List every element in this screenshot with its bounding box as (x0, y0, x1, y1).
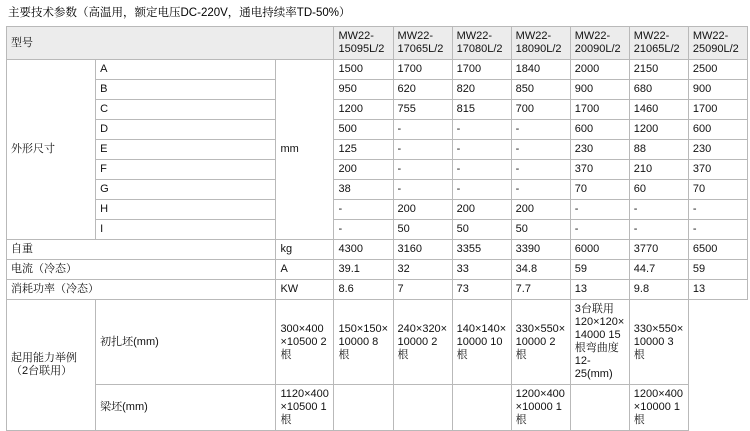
cell-g-6: 70 (688, 180, 747, 200)
cell-c-6: 1700 (688, 100, 747, 120)
cell-billet-6: 330×550×10000 3根 (629, 300, 688, 385)
cell-billet-0: 300×400×10500 2根 (276, 300, 334, 385)
cell-power-0: 8.6 (334, 280, 393, 300)
cell-weight-6: 6500 (688, 240, 747, 260)
row-sub-h: H (96, 200, 276, 220)
cell-b-2: 820 (452, 80, 511, 100)
cell-g-4: 70 (570, 180, 629, 200)
cell-beam-2 (393, 385, 452, 431)
header-model-1: MW22-17065L/2 (393, 27, 452, 60)
row-label-weight: 自重 (7, 240, 276, 260)
cell-billet-2: 240×320×10000 2根 (393, 300, 452, 385)
row-sub-a: A (96, 60, 276, 80)
cell-h-1: 200 (393, 200, 452, 220)
row-unit-current: A (276, 260, 334, 280)
row-unit-power: KW (276, 280, 334, 300)
cell-current-1: 32 (393, 260, 452, 280)
cell-power-6: 13 (688, 280, 747, 300)
row-sub-i: I (96, 220, 276, 240)
cell-weight-4: 6000 (570, 240, 629, 260)
cell-b-6: 900 (688, 80, 747, 100)
cell-b-5: 680 (629, 80, 688, 100)
cell-h-0: - (334, 200, 393, 220)
cell-beam-4: 1200×400×10000 1根 (511, 385, 570, 431)
table-row (7, 280, 748, 300)
header-model-0: MW22-15095L/2 (334, 27, 393, 60)
cell-c-0: 1200 (334, 100, 393, 120)
cell-current-0: 39.1 (334, 260, 393, 280)
cell-beam-5 (570, 385, 629, 431)
cell-billet-5: 3台联用120×120×14000 15根弯曲度12-25(mm) (570, 300, 629, 385)
table-row (7, 100, 748, 120)
cell-e-2: - (452, 140, 511, 160)
cell-e-6: 230 (688, 140, 747, 160)
cell-b-4: 900 (570, 80, 629, 100)
cell-h-6: - (688, 200, 747, 220)
cell-h-5: - (629, 200, 688, 220)
header-model-6: MW22-25090L/2 (688, 27, 747, 60)
cell-i-5: - (629, 220, 688, 240)
table-row (7, 200, 748, 220)
cell-d-2: - (452, 120, 511, 140)
table-row (7, 300, 748, 385)
cell-power-3: 7.7 (511, 280, 570, 300)
cell-f-0: 200 (334, 160, 393, 180)
cell-beam-0: 1120×400×10500 1根 (276, 385, 334, 431)
cell-f-2: - (452, 160, 511, 180)
row-sub-b: B (96, 80, 276, 100)
cell-e-4: 230 (570, 140, 629, 160)
cell-i-2: 50 (452, 220, 511, 240)
cell-i-1: 50 (393, 220, 452, 240)
cell-c-3: 700 (511, 100, 570, 120)
table-row (7, 180, 748, 200)
header-model-3: MW22-18090L/2 (511, 27, 570, 60)
row-sub-billet: 初扎坯(mm) (96, 300, 276, 385)
cell-beam-6: 1200×400×10000 1根 (629, 385, 688, 431)
cell-e-1: - (393, 140, 452, 160)
cell-power-5: 9.8 (629, 280, 688, 300)
row-sub-c: C (96, 100, 276, 120)
cell-billet-4: 330×550×10000 2根 (511, 300, 570, 385)
cell-g-1: - (393, 180, 452, 200)
table-row (7, 140, 748, 160)
cell-d-1: - (393, 120, 452, 140)
cell-a-6: 2500 (688, 60, 747, 80)
cell-d-3: - (511, 120, 570, 140)
cell-beam-1 (334, 385, 393, 431)
cell-beam-3 (452, 385, 511, 431)
specifications-table (6, 26, 748, 431)
header-model-2: MW22-17080L/2 (452, 27, 511, 60)
cell-current-4: 59 (570, 260, 629, 280)
group-label-lifting: 起用能力举例（2台联用） (7, 300, 96, 431)
header-model-label: 型号 (7, 27, 334, 60)
cell-d-4: 600 (570, 120, 629, 140)
table-row (7, 240, 748, 260)
cell-current-2: 33 (452, 260, 511, 280)
cell-f-6: 370 (688, 160, 747, 180)
row-label-power: 消耗功率（冷态） (7, 280, 276, 300)
table-row (7, 160, 748, 180)
cell-b-3: 850 (511, 80, 570, 100)
cell-e-0: 125 (334, 140, 393, 160)
cell-i-4: - (570, 220, 629, 240)
cell-c-5: 1460 (629, 100, 688, 120)
cell-d-5: 1200 (629, 120, 688, 140)
cell-g-3: - (511, 180, 570, 200)
cell-e-5: 88 (629, 140, 688, 160)
cell-f-5: 210 (629, 160, 688, 180)
page-title: 主要技术参数（高温用，额定电压DC-220V，通电持续率TD-50%） (8, 7, 351, 19)
row-label-current: 电流（冷态） (7, 260, 276, 280)
cell-g-2: - (452, 180, 511, 200)
cell-i-6: - (688, 220, 747, 240)
cell-f-1: - (393, 160, 452, 180)
row-sub-d: D (96, 120, 276, 140)
cell-current-5: 44.7 (629, 260, 688, 280)
cell-f-3: - (511, 160, 570, 180)
cell-a-5: 2150 (629, 60, 688, 80)
cell-c-2: 815 (452, 100, 511, 120)
row-sub-e: E (96, 140, 276, 160)
cell-g-0: 38 (334, 180, 393, 200)
row-unit-weight: kg (276, 240, 334, 260)
cell-a-1: 1700 (393, 60, 452, 80)
cell-weight-3: 3390 (511, 240, 570, 260)
cell-b-1: 620 (393, 80, 452, 100)
cell-weight-2: 3355 (452, 240, 511, 260)
table-header-row (7, 27, 748, 60)
cell-a-2: 1700 (452, 60, 511, 80)
group-unit-dimensions: mm (276, 60, 334, 240)
cell-f-4: 370 (570, 160, 629, 180)
header-model-4: MW22-20090L/2 (570, 27, 629, 60)
cell-h-2: 200 (452, 200, 511, 220)
cell-current-3: 34.8 (511, 260, 570, 280)
header-model-5: MW22-21065L/2 (629, 27, 688, 60)
cell-a-3: 1840 (511, 60, 570, 80)
cell-power-4: 13 (570, 280, 629, 300)
cell-i-0: - (334, 220, 393, 240)
cell-a-0: 1500 (334, 60, 393, 80)
cell-e-3: - (511, 140, 570, 160)
cell-h-3: 200 (511, 200, 570, 220)
table-row (7, 120, 748, 140)
table-row (7, 260, 748, 280)
cell-g-5: 60 (629, 180, 688, 200)
cell-weight-1: 3160 (393, 240, 452, 260)
cell-weight-5: 3770 (629, 240, 688, 260)
table-row (7, 80, 748, 100)
cell-d-0: 500 (334, 120, 393, 140)
row-sub-f: F (96, 160, 276, 180)
row-sub-g: G (96, 180, 276, 200)
cell-power-2: 73 (452, 280, 511, 300)
cell-b-0: 950 (334, 80, 393, 100)
table-row (7, 385, 748, 431)
cell-c-4: 1700 (570, 100, 629, 120)
cell-weight-0: 4300 (334, 240, 393, 260)
cell-power-1: 7 (393, 280, 452, 300)
cell-d-6: 600 (688, 120, 747, 140)
cell-c-1: 755 (393, 100, 452, 120)
table-row (7, 220, 748, 240)
cell-billet-1: 150×150×10000 8根 (334, 300, 393, 385)
row-sub-beam: 梁坯(mm) (96, 385, 276, 431)
group-label-dimensions: 外形尺寸 (7, 60, 96, 240)
cell-i-3: 50 (511, 220, 570, 240)
cell-a-4: 2000 (570, 60, 629, 80)
cell-h-4: - (570, 200, 629, 220)
cell-current-6: 59 (688, 260, 747, 280)
table-row (7, 60, 748, 80)
cell-billet-3: 140×140×10000 10根 (452, 300, 511, 385)
